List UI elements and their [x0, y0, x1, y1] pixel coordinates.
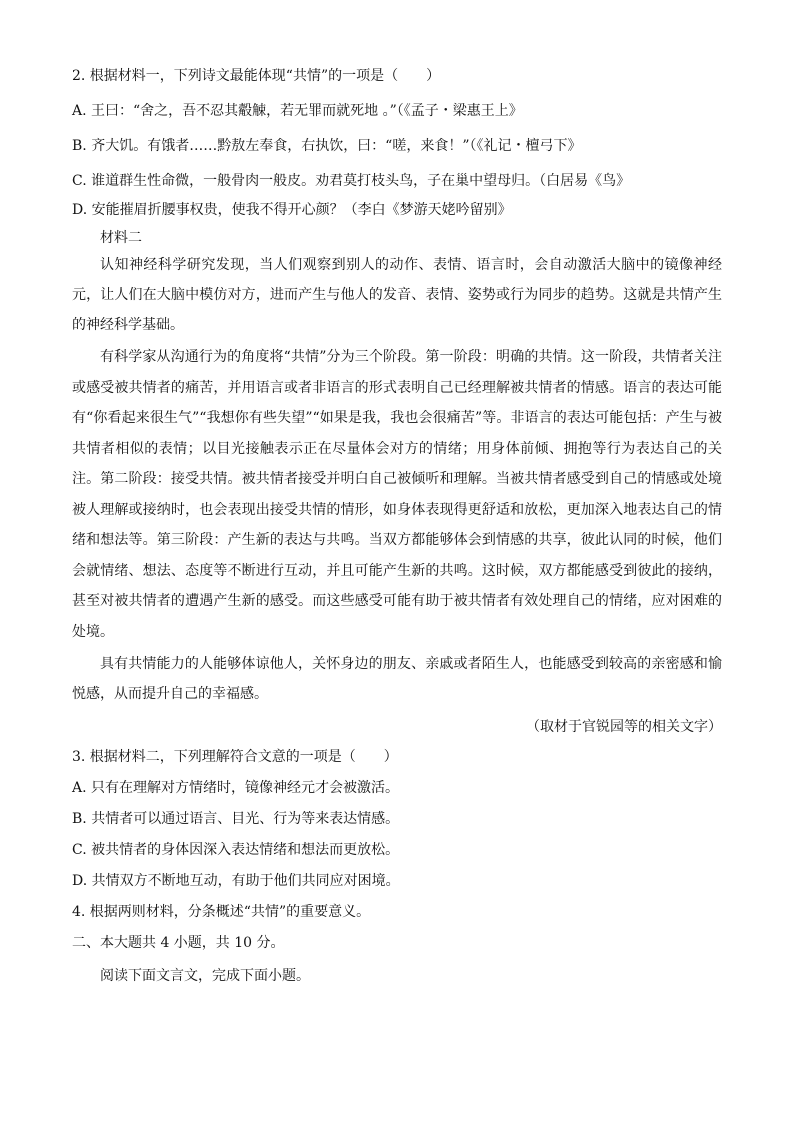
- material-2: [72, 224, 722, 741]
- section-2: [72, 929, 722, 990]
- question-2-stem: 2. 根据材料一，下列诗文最能体现“共情”的一项是（ ）: [72, 68, 441, 84]
- question-3-option-b: B. 共情者可以通过语言、目光、行为等来表达情感。: [72, 811, 400, 827]
- question-3-option-c: C. 被共情者的身体因深入表达情绪和想法而更放松。: [72, 842, 400, 858]
- material-2-source: （取材于官锐园等的相关文字）: [526, 719, 722, 735]
- question-2-option-c: C. 谁道群生性命微，一般骨肉一般皮。劝君莫打枝头鸟，子在巢中望母归。（白居易《鸟》: [72, 173, 631, 189]
- question-4-stem: 4. 根据两则材料，分条概述“共情”的重要意义。: [72, 904, 371, 920]
- question-3: [72, 743, 722, 895]
- material-2-paragraph-1: 认知神经科学研究发现，当人们观察到别人的动作、表情、语言时，会自动激活大脑中的镜像神经元，让人们在大脑中模仿对方，进而产生与他人的发音、表情、姿势或行为同步的趋势。这就是共情产生的神经科学基础。: [72, 257, 722, 333]
- material-2-paragraph-3: 具有共情能力的人能够体谅他人，关怀身边的朋友、亲戚或者陌生人，也能感受到较高的亲密感和愉悦感，从而提升自己的幸福感。: [72, 656, 722, 702]
- question-3-option-d: D. 共情双方不断地互动，有助于他们共同应对困境。: [72, 873, 400, 889]
- section-2-instruction: 阅读下面文言文，完成下面小题。: [100, 968, 310, 984]
- section-2-title: 二、本大题共 4 小题，共 10 分。: [72, 935, 285, 951]
- document-content: [72, 62, 722, 990]
- question-3-option-a: A. 只有在理解对方情绪时，镜像神经元才会被激活。: [72, 780, 400, 796]
- question-2-option-a: A. 王曰：“舍之，吾不忍其觳觫，若无罪而就死地 。”（《孟子・梁惠王上》: [72, 103, 523, 119]
- question-3-stem: 3. 根据材料二，下列理解符合文意的一项是（ ）: [72, 749, 398, 765]
- question-4: [72, 898, 722, 926]
- material-2-heading: 材料二: [100, 230, 142, 246]
- material-2-paragraph-2: 有科学家从沟通行为的角度将“共情”分为三个阶段。第一阶段：明确的共情。这一阶段，共情者关注或感受被共情者的痛苦，并用语言或者非语言的形式表明自己已经理解被共情者的情感。语言的表达可能有“你看起来很生气”“我想你有些失望”“如果是我，我也会很痛苦”等。非语言的表达可能包括：产生与被共情者相似的表情；以目光接触表示正在尽量体会对方的情绪；用身体前倾、拥抱等行为表达自己的关注。第二阶段：接受共情。被共情者接受并明白自己被倾听和理解。当被共情者感受到自己的情感或处境被人理解或接纳时，也会表现出接受共情的情形，如身体表现得更舒适和放松，更加深入地表达自己的情绪和想法等。第三阶段：产生新的表达与共鸣。当双方都能够体会到情感的共享，彼此认同的时候，他们会就情绪、想法、态度等不断进行互动，并且可能产生新的共鸣。这时候，双方都能感受到彼此的接纳，甚至对被共情者的遭遇产生新的感受。而这些感受可能有助于被共情者有效处理自己的情绪，应对困难的处境。: [72, 349, 722, 640]
- question-2-option-b: B. 齐大饥。有饿者……黔敖左奉食，右执饮，曰：“嗟，来食！”（《礼记・檀弓下》: [72, 138, 582, 154]
- question-2-option-d: D. 安能摧眉折腰事权贵，使我不得开心颜？（李白《梦游天姥吟留别》: [72, 202, 512, 218]
- question-2: [72, 62, 722, 224]
